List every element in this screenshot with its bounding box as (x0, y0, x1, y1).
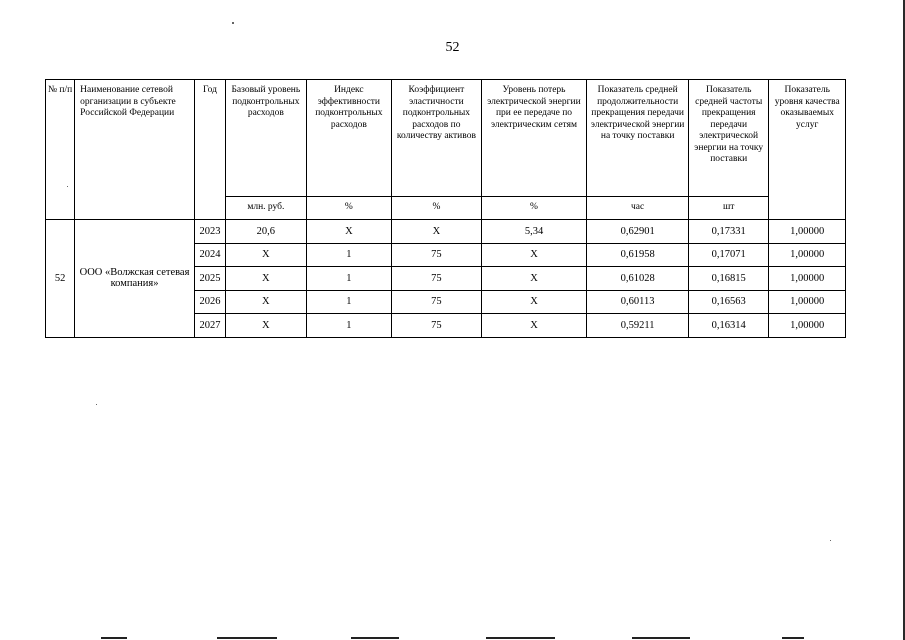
scan-dash (351, 637, 399, 639)
unit-loss: % (481, 197, 587, 220)
cell-duration: 0,60113 (587, 290, 689, 314)
unit-index: % (306, 197, 392, 220)
cell-loss: Х (481, 267, 587, 291)
cell-base: Х (226, 314, 307, 338)
scan-dash (632, 637, 690, 639)
header-base: Базовый уровень подконтрольных расходов (226, 80, 307, 197)
unit-coef: % (392, 197, 482, 220)
scan-speck (67, 186, 68, 187)
cell-quality: 1,00000 (769, 314, 846, 338)
cell-year: 2023 (194, 220, 225, 244)
cell-quality: 1,00000 (769, 243, 846, 267)
cell-duration: 0,59211 (587, 314, 689, 338)
unit-frequency: шт (688, 197, 769, 220)
row-number: 52 (46, 220, 75, 338)
cell-coef: 75 (392, 290, 482, 314)
header-year: Год (194, 80, 225, 220)
cell-loss: 5,34 (481, 220, 587, 244)
tariff-table (45, 79, 846, 338)
header-organization: Наименование сетевой организации в субъекте Российской Федерации (75, 80, 195, 220)
header-loss: Уровень потерь электрической энергии при ее передаче по электрическим сетям (481, 80, 587, 197)
cell-coef: 75 (392, 243, 482, 267)
header-quality: Показатель уровня качества оказываемых услуг (769, 80, 846, 220)
cell-frequency: 0,16815 (688, 267, 769, 291)
cell-duration: 0,61028 (587, 267, 689, 291)
cell-index: Х (306, 220, 392, 244)
cell-index: 1 (306, 290, 392, 314)
header-frequency: Показатель средней частоты прекращения передачи электрической энергии на точку поставки (688, 80, 769, 197)
cell-base: Х (226, 290, 307, 314)
cell-frequency: 0,16314 (688, 314, 769, 338)
cell-duration: 0,62901 (587, 220, 689, 244)
organization-name: ООО «Волжская сетевая компания» (75, 220, 195, 338)
header-coef: Коэффициент эластичности подконтрольных расходов по количеству активов (392, 80, 482, 197)
cell-coef: 75 (392, 314, 482, 338)
cell-loss: Х (481, 243, 587, 267)
header-row (46, 80, 846, 197)
cell-frequency: 0,17071 (688, 243, 769, 267)
page-number: 52 (445, 40, 460, 55)
unit-base: млн. руб. (226, 197, 307, 220)
cell-year: 2024 (194, 243, 225, 267)
scan-speck (830, 540, 831, 541)
cell-index: 1 (306, 314, 392, 338)
header-index: Индекс эффективности подконтрольных расходов (306, 80, 392, 197)
cell-year: 2025 (194, 267, 225, 291)
scan-speck (232, 22, 234, 24)
cell-frequency: 0,16563 (688, 290, 769, 314)
cell-index: 1 (306, 267, 392, 291)
cell-index: 1 (306, 243, 392, 267)
scan-dash (101, 637, 127, 639)
scan-dash (782, 637, 804, 639)
cell-year: 2026 (194, 290, 225, 314)
cell-coef: 75 (392, 267, 482, 291)
unit-duration: час (587, 197, 689, 220)
cell-coef: Х (392, 220, 482, 244)
scan-speck (96, 404, 97, 405)
cell-base: 20,6 (226, 220, 307, 244)
cell-duration: 0,61958 (587, 243, 689, 267)
header-duration: Показатель средней продолжительности прекращения передачи электрической энергии на точку поставки (587, 80, 689, 197)
cell-base: Х (226, 243, 307, 267)
scan-dash (486, 637, 555, 639)
cell-year: 2027 (194, 314, 225, 338)
scan-dash (217, 637, 277, 639)
cell-frequency: 0,17331 (688, 220, 769, 244)
table-row (46, 220, 846, 244)
cell-loss: Х (481, 314, 587, 338)
cell-quality: 1,00000 (769, 220, 846, 244)
cell-loss: Х (481, 290, 587, 314)
cell-quality: 1,00000 (769, 290, 846, 314)
cell-quality: 1,00000 (769, 267, 846, 291)
header-number: № п/п (46, 80, 75, 220)
cell-base: Х (226, 267, 307, 291)
